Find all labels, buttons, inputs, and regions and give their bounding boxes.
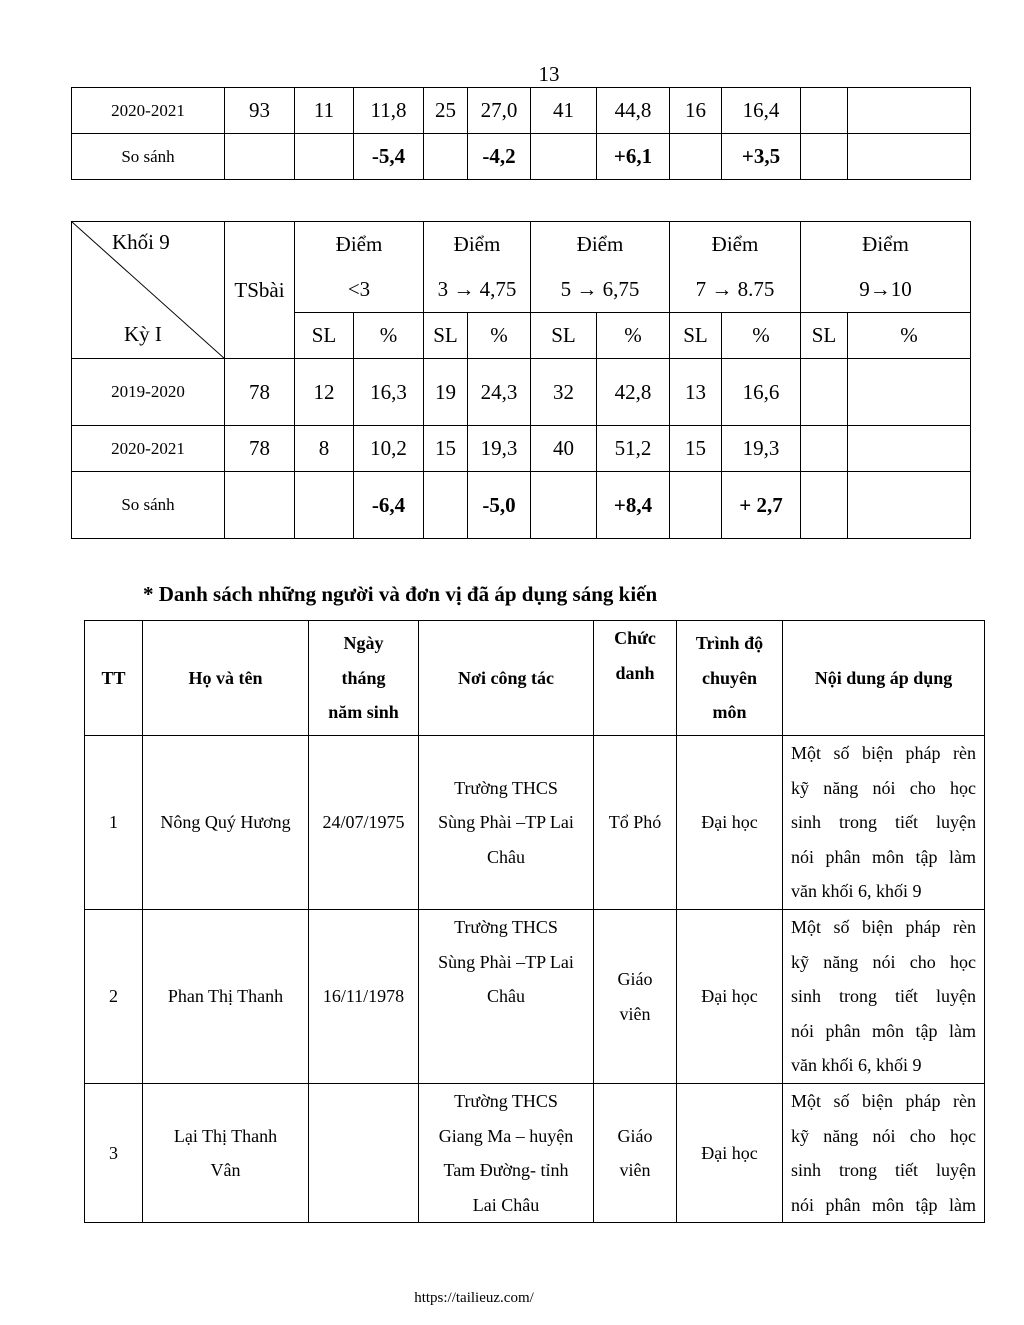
score-range: <3: [295, 268, 424, 313]
header-name: Họ và tên: [143, 621, 309, 736]
header-tt: TT: [85, 621, 143, 736]
footer-url[interactable]: https://tailieuz.com/: [414, 1290, 534, 1306]
person-name: Lại Thị Thanh Vân: [143, 1084, 309, 1223]
row-label: 2020-2021: [72, 426, 225, 472]
table-cell: [424, 134, 468, 180]
table-cell: -6,4: [354, 472, 424, 539]
table-cell: [848, 134, 971, 180]
table-cell: 16,3: [354, 359, 424, 426]
score-group-header: Điểm: [424, 222, 531, 268]
table-row: [72, 88, 971, 134]
table-cell: 51,2: [597, 426, 670, 472]
job-title: Giáo viên: [594, 910, 677, 1084]
table-cell: 16,4: [722, 88, 801, 134]
table-cell: 27,0: [468, 88, 531, 134]
score-table-grade9: [71, 221, 971, 539]
table-cell: 78: [225, 426, 295, 472]
row-number: 1: [85, 736, 143, 910]
table-row: [85, 736, 985, 910]
table-cell: 8: [295, 426, 354, 472]
table-cell: [295, 472, 354, 539]
table-cell: 40: [531, 426, 597, 472]
table-cell: 93: [225, 88, 295, 134]
table-cell: 13: [670, 359, 722, 426]
workplace: Trường THCS Giang Ma – huyện Tam Đường- tỉnh Lai Châu: [419, 1084, 594, 1223]
score-group-header: Điểm: [670, 222, 801, 268]
score-range: 9→10: [801, 268, 971, 313]
subheader-cell: SL: [801, 313, 848, 359]
table-cell: [801, 472, 848, 539]
table-cell: 42,8: [597, 359, 670, 426]
workplace: Trường THCS Sùng Phài –TP Lai Châu: [419, 736, 594, 910]
table-cell: 19: [424, 359, 468, 426]
list-title: * Danh sách những người và đơn vị đã áp dụng sáng kiến: [143, 582, 658, 606]
table-cell: 16,6: [722, 359, 801, 426]
table-cell: [670, 472, 722, 539]
table-row: [72, 359, 971, 426]
score-range: 5 → 6,75: [531, 268, 670, 313]
table-cell: [424, 472, 468, 539]
subheader-cell: %: [468, 313, 531, 359]
table-cell: -4,2: [468, 134, 531, 180]
header-workplace: Nơi công tác: [419, 621, 594, 736]
table-cell: [225, 472, 295, 539]
table-cell: [531, 472, 597, 539]
score-range: 7 → 8.75: [670, 268, 801, 313]
applicants-table: [84, 620, 985, 1223]
applied-content: Một số biện pháp rèn kỹ năng nói cho học sinh trong tiết luyện nói phân môn tập làm: [783, 1084, 985, 1223]
table-cell: +8,4: [597, 472, 670, 539]
table-row: [72, 134, 971, 180]
row-label: So sánh: [72, 134, 225, 180]
applied-content: Một số biện pháp rèn kỹ năng nói cho học sinh trong tiết luyện nói phân môn tập làm văn khối 6, khối 9: [783, 910, 985, 1084]
job-title: Giáo viên: [594, 1084, 677, 1223]
score-group-header: Điểm: [295, 222, 424, 268]
header-title: Chức danh: [594, 621, 677, 736]
header-content: Nội dung áp dụng: [783, 621, 985, 736]
qualification: Đại học: [677, 910, 783, 1084]
table-cell: 19,3: [468, 426, 531, 472]
table-cell: 11,8: [354, 88, 424, 134]
table-cell: 11: [295, 88, 354, 134]
subheader-cell: SL: [531, 313, 597, 359]
table-cell: [801, 426, 848, 472]
score-group-header: Điểm: [531, 222, 670, 268]
table-cell: [848, 472, 971, 539]
person-name: Phan Thị Thanh: [143, 910, 309, 1084]
score-range: 3 → 4,75: [424, 268, 531, 313]
table-cell: [848, 88, 971, 134]
subheader-cell: %: [848, 313, 971, 359]
table-cell: [801, 88, 848, 134]
table-cell: + 2,7: [722, 472, 801, 539]
header-row: [72, 222, 971, 268]
subheader-cell: %: [597, 313, 670, 359]
row-number: 2: [85, 910, 143, 1084]
row-label: 2019-2020: [72, 359, 225, 426]
table-cell: -5,0: [468, 472, 531, 539]
qualification: Đại học: [677, 736, 783, 910]
table-cell: [848, 426, 971, 472]
table-cell: +3,5: [722, 134, 801, 180]
table-cell: 32: [531, 359, 597, 426]
row-label: So sánh: [72, 472, 225, 539]
date-of-birth: 24/07/1975: [309, 736, 419, 910]
table-cell: +6,1: [597, 134, 670, 180]
table-cell: -5,4: [354, 134, 424, 180]
table-cell: [801, 359, 848, 426]
table-cell: 16: [670, 88, 722, 134]
table-cell: 41: [531, 88, 597, 134]
subheader-cell: %: [722, 313, 801, 359]
table-cell: 12: [295, 359, 354, 426]
term-label: Kỳ I: [124, 322, 162, 346]
table-cell: [225, 134, 295, 180]
table-cell: 24,3: [468, 359, 531, 426]
date-of-birth: [309, 1084, 419, 1223]
table-cell: 10,2: [354, 426, 424, 472]
table-cell: [801, 134, 848, 180]
grade-label: Khối 9: [112, 230, 170, 254]
table-cell: 44,8: [597, 88, 670, 134]
table-row: [85, 910, 985, 1084]
score-table-continued: [71, 87, 971, 180]
table-cell: 19,3: [722, 426, 801, 472]
subheader-cell: SL: [424, 313, 468, 359]
job-title: Tổ Phó: [594, 736, 677, 910]
person-name: Nông Quý Hương: [143, 736, 309, 910]
row-label: 2020-2021: [72, 88, 225, 134]
table-cell: [848, 359, 971, 426]
applied-content: Một số biện pháp rèn kỹ năng nói cho học sinh trong tiết luyện nói phân môn tập làm văn khối 6, khối 9: [783, 736, 985, 910]
subheader-cell: SL: [295, 313, 354, 359]
table-cell: [295, 134, 354, 180]
row-number: 3: [85, 1084, 143, 1223]
header-dob: Ngày tháng năm sinh: [309, 621, 419, 736]
score-group-header: Điểm: [801, 222, 971, 268]
table-cell: 25: [424, 88, 468, 134]
workplace: Trường THCS Sùng Phài –TP Lai Châu: [419, 910, 594, 1084]
date-of-birth: 16/11/1978: [309, 910, 419, 1084]
table-cell: [670, 134, 722, 180]
subheader-cell: %: [354, 313, 424, 359]
subheader-cell: SL: [670, 313, 722, 359]
table-cell: 78: [225, 359, 295, 426]
diagonal-header-cell: [72, 222, 225, 359]
header-row: [85, 621, 985, 736]
table-row: [72, 426, 971, 472]
page-number: 13: [538, 62, 560, 86]
tsbai-header: TSbài: [225, 222, 295, 359]
table-cell: [531, 134, 597, 180]
table-cell: 15: [424, 426, 468, 472]
header-level: Trình độ chuyên môn: [677, 621, 783, 736]
table-cell: 15: [670, 426, 722, 472]
table-row: [85, 1084, 985, 1223]
table-row: [72, 472, 971, 539]
qualification: Đại học: [677, 1084, 783, 1223]
